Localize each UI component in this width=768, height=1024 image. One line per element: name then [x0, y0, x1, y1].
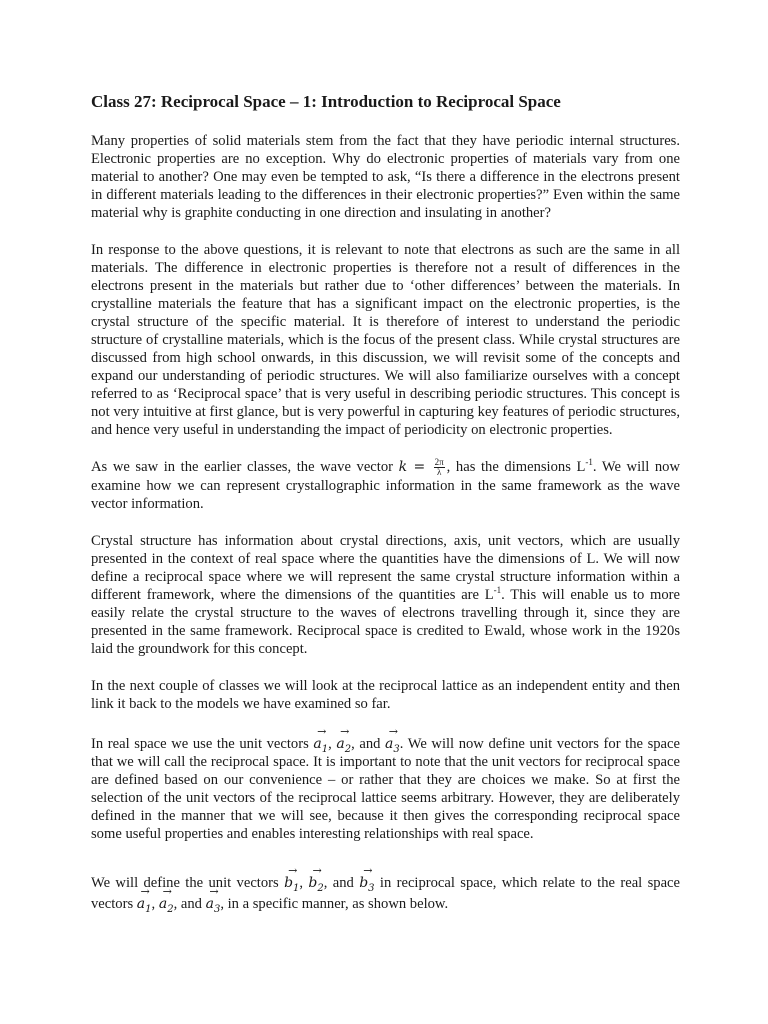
vector-a1: → $a_1$: [313, 732, 328, 753]
page-title: Class 27: Reciprocal Space – 1: Introduction to Reciprocal Space: [91, 92, 561, 111]
vector-a2-ref: → $a_2$: [159, 892, 174, 913]
two-pi-over-lambda: $\frac{2\pi}{\lambda}$: [434, 457, 444, 478]
vector-b3: → $b_3$: [359, 871, 374, 892]
vector-b2: → $b_2$: [308, 871, 323, 892]
paragraph-3: As we saw in the earlier classes, the wave vector k = $\frac{2\pi}{\lambda}$ , has the dimensions $L^{-1}$. We will now examine how we can represent crystallographic information in the same framework as the wave vector information.: [91, 457, 680, 513]
paragraph-4: Crystal structure has information about crystal directions, axis, unit vectors, which are usually presented in the context of real space where the quantities have the dimensions of L. We will now define a reciprocal space where we will represent the same crystal structure information within a different framework, where the dimensions of the quantities are $L^{-1}$. This will enable us to more easily relate the crystal structure to the waves of electrons travelling through it, since they are presented in the same framework. Reciprocal space is credited to Ewald, whose work in the 1920s laid the groundwork for this concept.: [91, 533, 680, 658]
vector-a3-ref: → $a_3$: [206, 892, 221, 913]
paragraph-6: In real space we use the unit vectors → $a_1$, → $a_2$, and → $a_3$. We will now define unit vectors for the space that we will call the reciprocal space. It is important to note that the unit vectors for reciprocal space are defined based on our convenience – or rather that they are choices we make. So at first the selection of the unit vectors of the reciprocal lattice seems arbitrary. However, they are deliberately defined in the manner that we will see, because it then gives the corresponding reciprocal space some useful properties and enables interesting relationships with real space.: [91, 732, 680, 843]
paragraph-7: We will define the unit vectors → $b_1$, → $b_2$, and → $b_3$ in reciprocal space, which relate to the real space vectors → $a_1$, → $a_2$, and → $a_3$, in a specific manner, as shown below.: [91, 871, 680, 913]
wave-vector-symbol: k: [398, 459, 408, 475]
paragraph-2: In response to the above questions, it is relevant to note that electrons as such are the same in all materials. The difference in electronic properties is therefore not a result of differences in the electrons present in the materials but rather due to ‘other differences’ between the materials. In crystalline materials the feature that has a significant impact on the electronic properties, is the crystal structure of the specific material. It is therefore of interest to understand the periodic structure of crystalline materials, which is the focus of the present class. While crystal structures are discussed from high school onwards, in this discussion, we will revisit some of the concepts and expand our understanding of periodic structures. We will also familiarize ourselves with a concept referred to as ‘Reciprocal space’ that is very useful in describing periodic structures. This concept is not very intuitive at first glance, but is very powerful in capturing key features of periodic structures, and hence very useful in understanding the impact of periodicity on electronic properties.: [91, 242, 680, 438]
vector-a3: → $a_3$: [385, 732, 400, 753]
vector-a1-ref: → $a_1$: [137, 892, 152, 913]
paragraph-1: Many properties of solid materials stem from the fact that they have periodic internal structures. Electronic properties are no exception. Why do electronic properties of materials vary from one material to another? One may even be tempted to ask, “Is there a difference in the electrons present in different materials leading to the differences in their electronic properties?” Even within the same material why is graphite conducting in one direction and insulating in another?: [91, 133, 680, 221]
vector-a2: → $a_2$: [336, 732, 351, 753]
paragraph-5: In the next couple of classes we will look at the reciprocal lattice as an independent entity and then link it back to the models we have examined so far.: [91, 678, 680, 713]
vector-b1: → $b_1$: [284, 871, 299, 892]
